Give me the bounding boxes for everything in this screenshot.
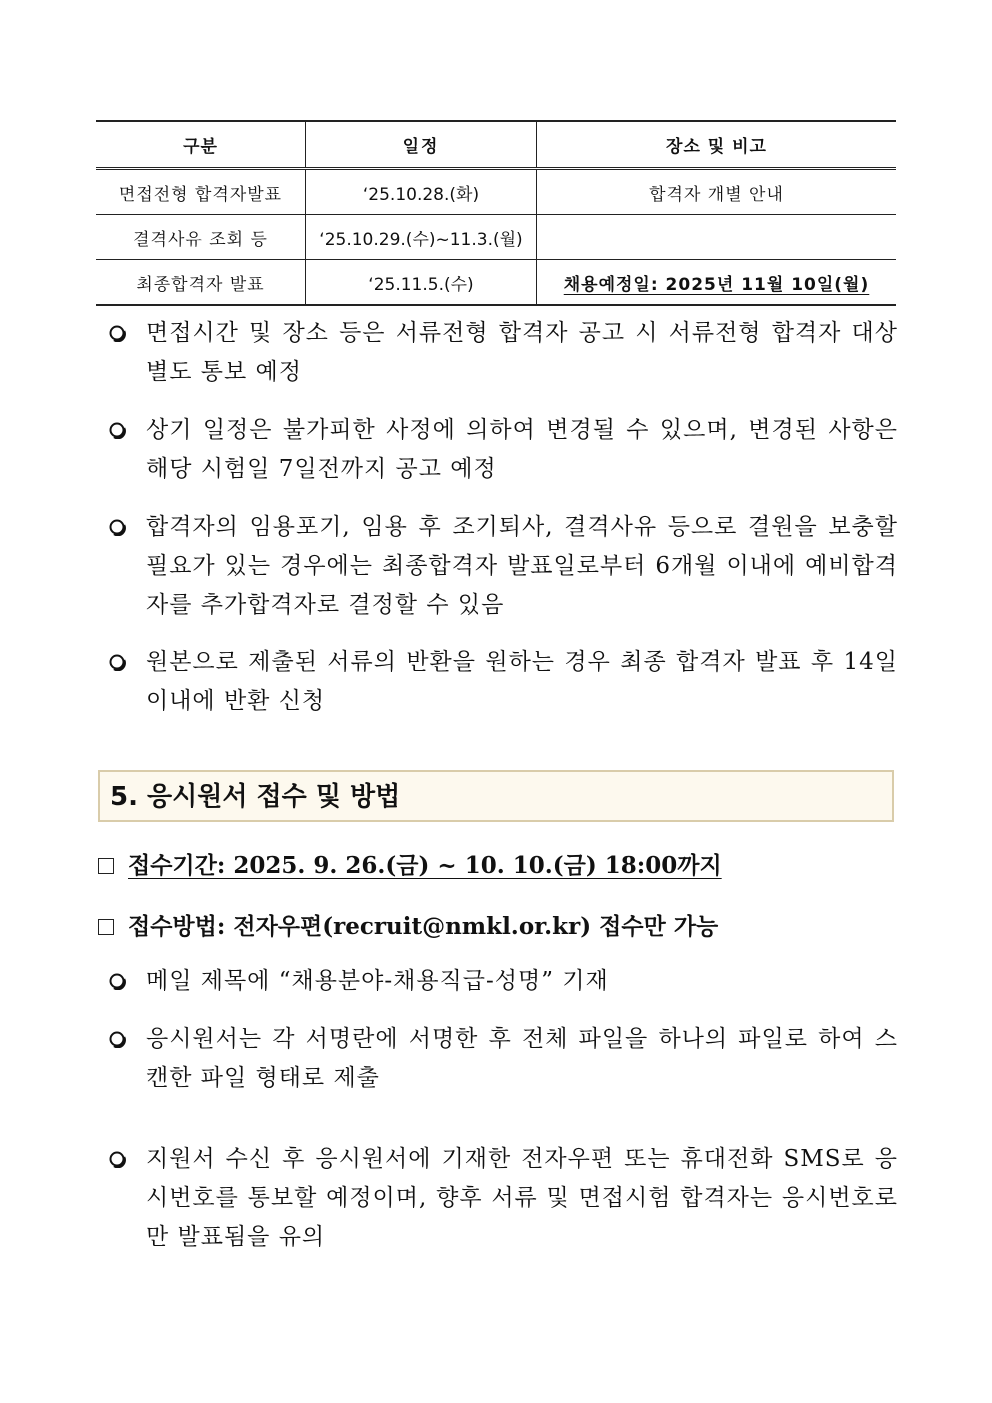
section-note-item	[108, 962, 898, 1001]
section-note-item	[108, 1140, 898, 1257]
table-cell: ‘25.10.28.(화)	[306, 169, 537, 215]
table-row	[96, 260, 896, 306]
square-bullet-icon	[98, 919, 114, 935]
circle-bullet-icon	[108, 421, 126, 439]
section-note-item	[108, 1020, 898, 1098]
note-item	[108, 643, 898, 721]
note-item	[108, 508, 898, 625]
header-schedule: 일정	[306, 121, 537, 169]
circle-bullet-icon	[108, 653, 126, 671]
table-cell	[537, 260, 897, 306]
note-text: 원본으로 제출된 서류의 반환을 원하는 경우 최종 합격자 발표 후 14일 이내에 반환 신청	[146, 649, 898, 714]
circle-bullet-icon	[108, 324, 126, 342]
section-heading: 5. 응시원서 접수 및 방법	[98, 770, 894, 822]
application-period-text: 접수기간: 2025. 9. 26.(금) ~ 10. 10.(금) 18:00까지	[128, 852, 722, 879]
header-place-note: 장소 및 비고	[537, 121, 897, 169]
table-cell	[537, 215, 897, 260]
table-row	[96, 169, 896, 215]
square-bullet-icon	[98, 858, 114, 874]
table-cell: 면접전형 합격자발표	[96, 169, 306, 215]
table-cell: 합격자 개별 안내	[537, 169, 897, 215]
note-item	[108, 411, 898, 489]
table-cell: 최종합격자 발표	[96, 260, 306, 306]
circle-bullet-icon	[108, 972, 126, 990]
header-category: 구분	[96, 121, 306, 169]
note-text: 합격자의 임용포기, 임용 후 조기퇴사, 결격사유 등으로 결원을 보충할 필요가 있는 경우에는 최종합격자 발표일로부터 6개월 이내에 예비합격자를 추가합격자로 결정할 수 있음	[146, 514, 898, 618]
table-cell: ‘25.10.29.(수)~11.3.(월)	[306, 215, 537, 260]
table-cell: ‘25.11.5.(수)	[306, 260, 537, 306]
application-period	[98, 848, 898, 884]
application-method-text: 접수방법: 전자우편(recruit@nmkl.or.kr) 접수만 가능	[128, 913, 719, 940]
circle-bullet-icon	[108, 1150, 126, 1168]
schedule-table	[96, 120, 896, 306]
hire-date-note: 채용예정일: 2025년 11월 10일(월)	[563, 274, 870, 295]
note-item	[108, 314, 898, 392]
note-text: 메일 제목에 “채용분야-채용직급-성명” 기재	[146, 968, 609, 994]
table-row	[96, 215, 896, 260]
note-text: 지원서 수신 후 응시원서에 기재한 전자우편 또는 휴대전화 SMS로 응시번호를 통보할 예정이며, 향후 서류 및 면접시험 합격자는 응시번호로만 발표됨을 유의	[146, 1146, 898, 1250]
table-cell: 결격사유 조회 등	[96, 215, 306, 260]
application-method	[98, 909, 898, 945]
note-text: 응시원서는 각 서명란에 서명한 후 전체 파일을 하나의 파일로 하여 스캔한 파일 형태로 제출	[146, 1026, 898, 1091]
table-header-row	[96, 121, 896, 169]
circle-bullet-icon	[108, 1030, 126, 1048]
note-text: 상기 일정은 불가피한 사정에 의하여 변경될 수 있으며, 변경된 사항은 해당 시험일 7일전까지 공고 예정	[146, 417, 898, 482]
note-text: 면접시간 및 장소 등은 서류전형 합격자 공고 시 서류전형 합격자 대상 별도 통보 예정	[146, 320, 898, 385]
circle-bullet-icon	[108, 518, 126, 536]
